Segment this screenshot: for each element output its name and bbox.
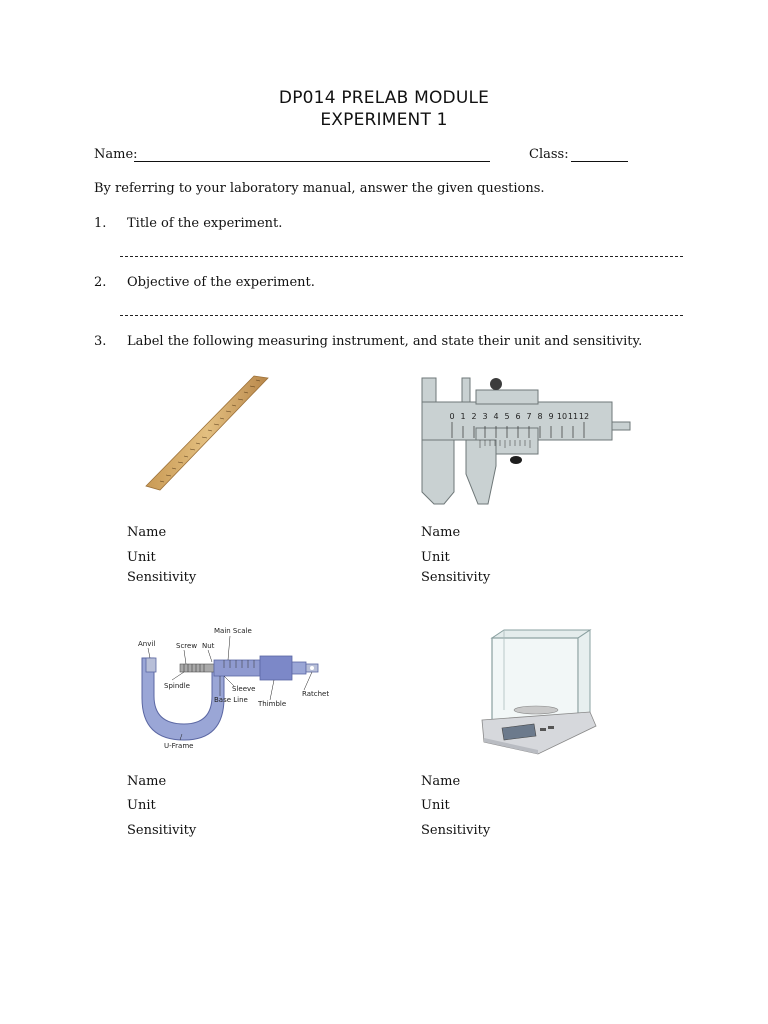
label-ratchet: Ratchet [302, 690, 330, 698]
label-main-scale: Main Scale [214, 627, 252, 635]
caliper-scale-label: 6 [515, 412, 521, 421]
balance-sensitivity-label: Sensitivity [421, 823, 491, 838]
question-text: Title of the experiment. [127, 216, 283, 231]
label-thimble: Thimble [258, 700, 287, 708]
class-label: Class: [529, 147, 569, 162]
caliper-scale-label: 11 [567, 412, 579, 421]
label-base-line: Base Line [214, 696, 248, 704]
caliper-unit-label: Unit [421, 550, 450, 565]
question-number: 3. [94, 334, 107, 349]
ruler-unit-label: Unit [127, 550, 156, 565]
label-sleeve: Sleeve [232, 685, 256, 693]
label-nut: Nut [202, 642, 215, 650]
label-anvil: Anvil [138, 640, 156, 648]
answer-line[interactable] [120, 256, 683, 257]
micrometer-name-label: Name [127, 774, 167, 789]
question-text: Objective of the experiment. [127, 275, 315, 290]
analytical-balance-illustration [478, 624, 598, 756]
name-field[interactable] [134, 148, 490, 162]
answer-line[interactable] [120, 315, 683, 316]
caliper-scale-label: 3 [482, 412, 488, 421]
ruler-sensitivity-label: Sensitivity [127, 570, 197, 585]
label-spindle: Spindle [164, 682, 190, 690]
caliper-sensitivity-label: Sensitivity [421, 570, 491, 585]
balance-unit-label: Unit [421, 798, 450, 813]
vernier-caliper-illustration [414, 374, 634, 506]
page-title: DP014 PRELAB MODULE [278, 88, 490, 108]
name-label: Name: [94, 147, 138, 162]
question-text: Label the following measuring instrument, and state their unit and sensitivity. [127, 334, 643, 349]
micrometer-illustration [128, 622, 338, 754]
caliper-scale-label: 9 [548, 412, 554, 421]
caliper-name-label: Name [421, 525, 461, 540]
class-field[interactable] [571, 148, 628, 162]
caliper-scale-label: 12 [578, 412, 590, 421]
instructions: By referring to your laboratory manual, answer the given questions. [94, 181, 545, 196]
caliper-scale-label: 4 [493, 412, 499, 421]
caliper-scale-label: 0 [449, 412, 455, 421]
label-screw: Screw [176, 642, 198, 650]
ruler-name-label: Name [127, 525, 167, 540]
page-subtitle: EXPERIMENT 1 [320, 110, 448, 130]
balance-name-label: Name [421, 774, 461, 789]
caliper-scale-label: 8 [537, 412, 543, 421]
caliper-scale-label: 7 [526, 412, 532, 421]
caliper-scale-label: 2 [471, 412, 477, 421]
caliper-scale-label: 1 [460, 412, 466, 421]
micrometer-unit-label: Unit [127, 798, 156, 813]
ruler-illustration [144, 372, 274, 494]
caliper-scale-label: 10 [556, 412, 568, 421]
question-number: 2. [94, 275, 107, 290]
label-u-frame: U-Frame [164, 742, 194, 750]
micrometer-sensitivity-label: Sensitivity [127, 823, 197, 838]
caliper-scale-label: 5 [504, 412, 510, 421]
question-number: 1. [94, 216, 107, 231]
